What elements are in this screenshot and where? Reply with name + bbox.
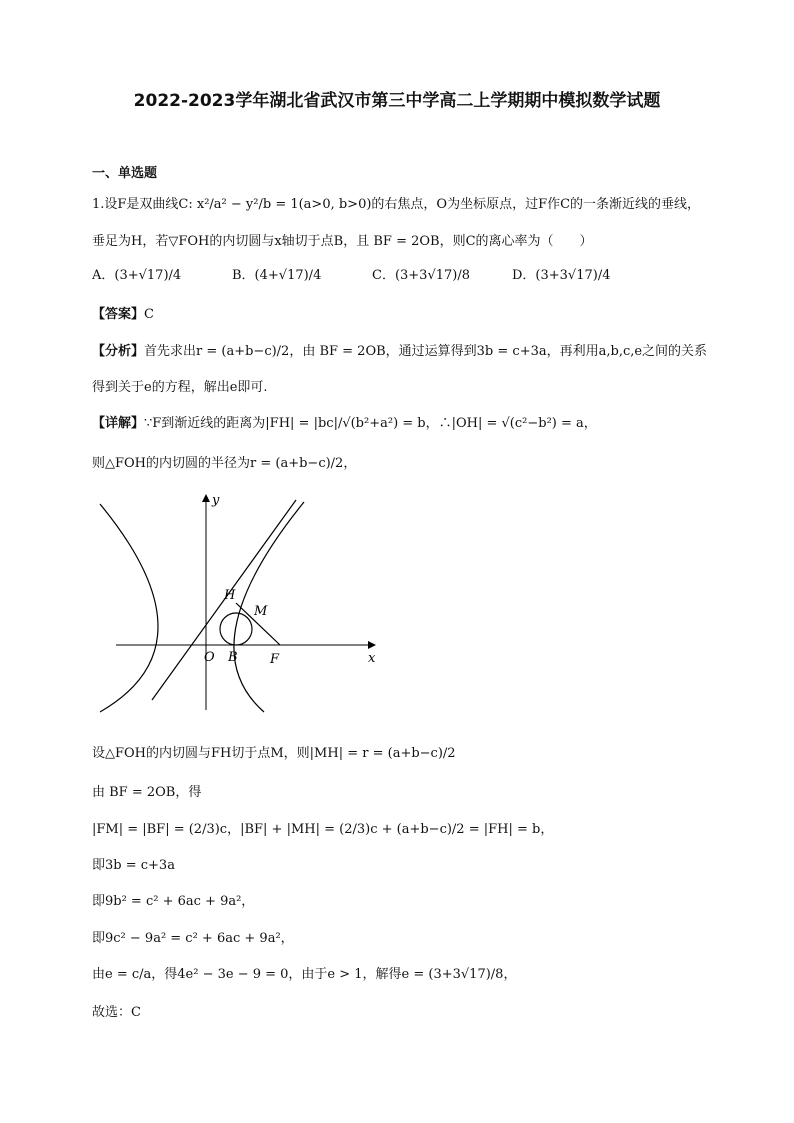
step-1: 设△FOH的内切圆与FH切于点M，则|MH| = r = (a+b−c)/2 <box>92 746 456 761</box>
step-4: 即3b = c+3a <box>92 858 175 873</box>
analysis-line-2: 得到关于e的方程，解出e即可. <box>92 380 268 395</box>
option-c: C．(3+3√17)/8 <box>372 268 471 283</box>
question-line-2: 垂足为H，若▽FOH的内切圆与x轴切于点B，且 BF = 2OB，则C的离心率为（ ） <box>92 234 593 249</box>
label-H: H <box>224 588 236 603</box>
step-5: 即9b² = c² + 6ac + 9a²， <box>92 894 255 909</box>
answer-tag: 【答案】 <box>92 307 145 322</box>
analysis-line-1 <box>92 340 707 359</box>
label-y: y <box>212 493 220 508</box>
x-axis-arrow <box>368 641 376 649</box>
detail-text-1: ∵F到渐近线的距离为|FH| = |bc|/√(b²+a²) = b，∴|OH| = √(c²−b²) = a， <box>144 416 597 431</box>
label-F: F <box>270 652 280 667</box>
detail-line-2: 则△FOH的内切圆的半径为r = (a+b−c)/2， <box>92 456 357 471</box>
step-7: 由e = c/a，得4e² − 3e − 9 = 0，由于e > 1，解得e = (3+3√17)/8， <box>92 967 517 982</box>
option-d: D．(3+3√17)/4 <box>512 268 611 283</box>
analysis-text-1: 首先求出r = (a+b−c)/2，由 BF = 2OB，通过运算得到3b = c+3a，再利用a,b,c,e之间的关系 <box>144 344 708 359</box>
hyperbola-left-branch <box>100 504 158 712</box>
answer-value: C <box>144 307 154 322</box>
analysis-tag: 【分析】 <box>92 344 145 359</box>
detail-line-1 <box>92 412 597 431</box>
option-b: B．(4+√17)/4 <box>232 268 322 283</box>
step-3: |FM| = |BF| = (2/3)c，|BF| + |MH| = (2/3)c + (a+b−c)/2 = |FH| = b， <box>92 822 554 837</box>
option-a: A．(3+√17)/4 <box>92 268 182 283</box>
step-8: 故选：C <box>92 1005 141 1020</box>
hyperbola-right-branch <box>234 502 304 712</box>
label-B: B <box>228 650 238 665</box>
label-O: O <box>204 650 215 665</box>
section-heading: 一、单选题 <box>92 166 158 181</box>
page-title: 2022-2023学年湖北省武汉市第三中学高二上学期期中模拟数学试题 <box>133 91 661 111</box>
detail-tag: 【详解】 <box>92 416 145 431</box>
question-line-1: 1.设F是双曲线C: x²/a² − y²/b = 1(a>0, b>0)的右焦点，O为坐标原点，过F作C的一条渐近线的垂线， <box>92 197 701 212</box>
hyperbola-figure <box>92 490 392 716</box>
step-6: 即9c² − 9a² = c² + 6ac + 9a²， <box>92 931 294 946</box>
y-axis-arrow <box>202 494 210 502</box>
label-M: M <box>254 604 268 619</box>
answer-line <box>92 303 154 322</box>
step-2: 由 BF = 2OB，得 <box>92 785 202 800</box>
label-x: x <box>368 651 376 666</box>
